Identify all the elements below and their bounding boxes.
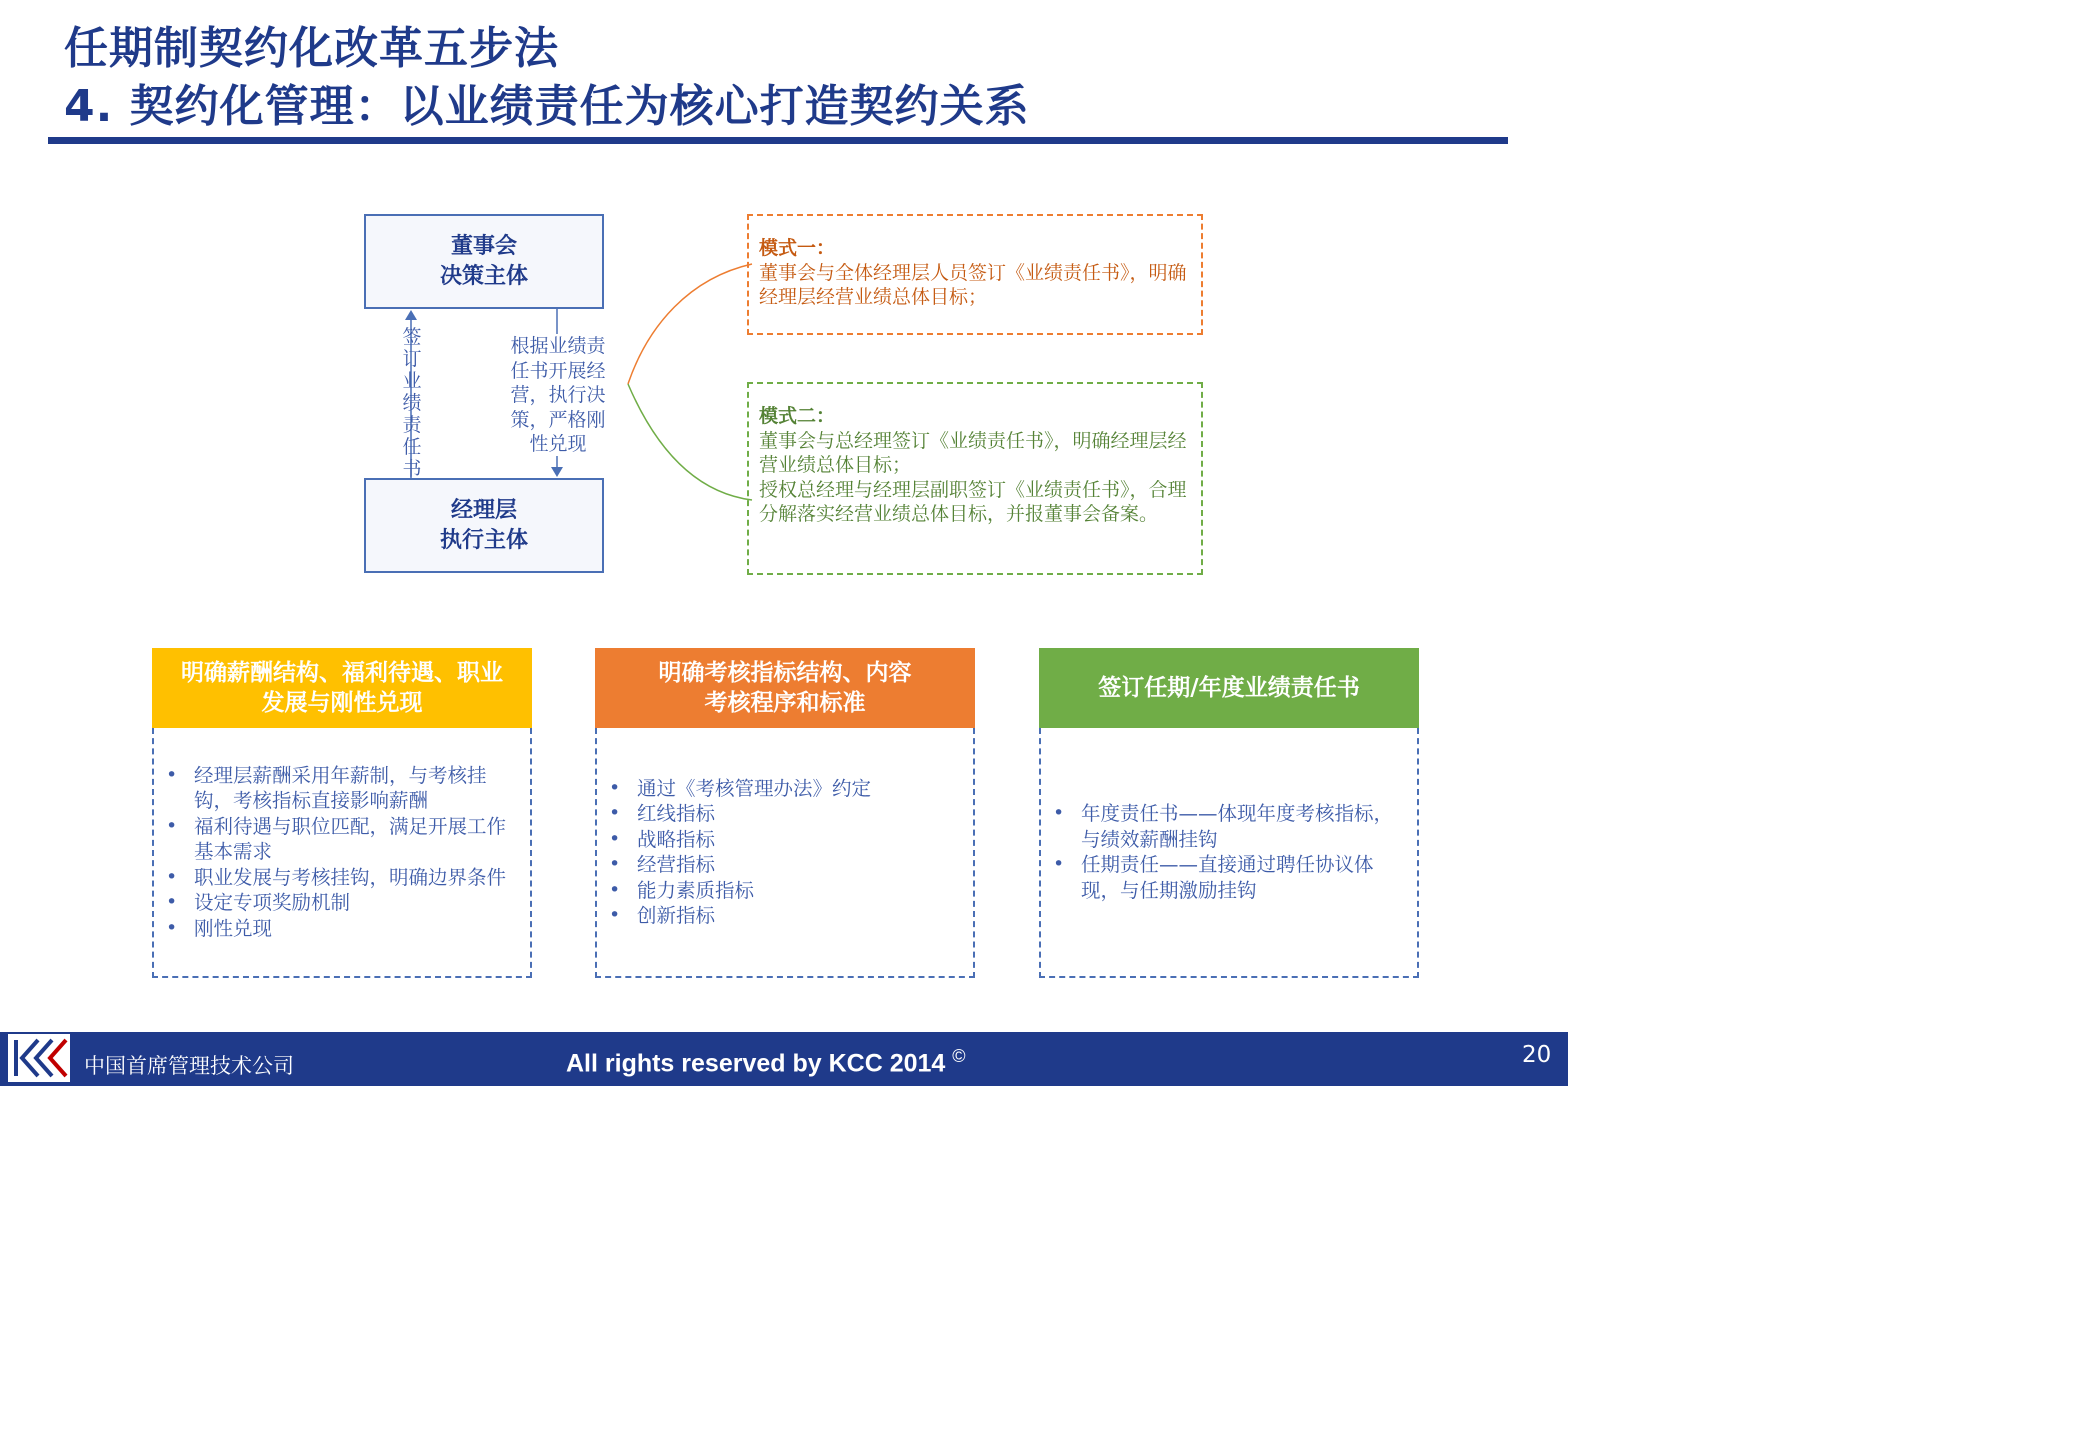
manager-box [364, 478, 604, 573]
footer-rights-text: All rights reserved by KCC 2014 [566, 1049, 946, 1078]
mode1-connector [628, 264, 752, 384]
assessment-panel-header [595, 648, 975, 728]
list-item: • 创新指标 [609, 904, 716, 927]
responsibility-panel [1039, 648, 1419, 978]
copyright-icon: © [952, 1046, 966, 1066]
bullet-icon: • [609, 776, 621, 799]
board-box [364, 214, 604, 309]
bullet-icon: • [166, 763, 178, 786]
bullet-icon: • [609, 904, 621, 926]
up-arrow-head [405, 310, 417, 320]
assessment-header-line-1: 明确考核指标结构、内容 [658, 660, 912, 686]
bullet-icon: • [609, 853, 621, 875]
mode-one-text: 董事会与全体经理层人员签订《业绩责任书》，明确经理层经营业绩总体目标； [759, 261, 1187, 308]
compensation-header-line-1: 明确薪酬结构、福利待遇、职业 [181, 660, 503, 686]
bullet-icon: • [1053, 802, 1065, 824]
down-arrow-head [551, 467, 563, 477]
manager-name: 经理层 [450, 497, 517, 523]
compensation-panel-header [152, 648, 532, 728]
manager-role: 执行主体 [439, 527, 528, 553]
bullet-icon: • [609, 878, 621, 901]
assessment-panel-body [595, 728, 975, 978]
board-name: 董事会 [450, 233, 517, 259]
compensation-header-line-2: 发展与刚性兑现 [261, 690, 423, 716]
list-item: • 能力素质指标 [609, 878, 755, 902]
footer-company-name: 中国首席管理技术公司 [84, 1054, 294, 1078]
bullet-icon: • [166, 865, 178, 888]
list-item: • 战略指标 [609, 827, 716, 851]
bullet-icon: • [166, 891, 178, 914]
list-item: • 设定专项奖励机制 [166, 891, 351, 915]
list-item: • 福利待遇与职位匹配，满足开展工作基本需求 [166, 814, 507, 864]
mode-two-title: 模式二： [759, 405, 836, 427]
mode-one-title: 模式一： [759, 237, 836, 259]
assessment-header-line-2: 考核程序和标准 [704, 690, 866, 716]
bullet-icon: • [609, 827, 621, 850]
mode-one-box [747, 214, 1203, 335]
bullet-icon: • [1053, 853, 1065, 875]
compensation-panel-body [152, 728, 532, 978]
responsibility-header-line-1: 签订任期/年度业绩责任书 [1098, 675, 1360, 701]
mode2-connector [628, 384, 752, 500]
list-item: • 任期责任——直接通过聘任协议体现，与任期激励挂钩 [1053, 853, 1374, 902]
mode-two-text-1: 董事会与总经理签订《业绩责任书》，明确经理层经营业绩总体目标； [759, 429, 1187, 476]
compensation-panel [152, 648, 532, 978]
board-role: 决策主体 [439, 263, 528, 289]
title-line-1: 任期制契约化改革五步法 [64, 23, 559, 74]
kcc-logo-icon [8, 1034, 70, 1082]
list-item: • 年度责任书——体现年度考核指标，与绩效薪酬挂钩 [1053, 802, 1394, 851]
list-item: • 红线指标 [609, 802, 716, 825]
list-item: • 经营指标 [609, 853, 716, 876]
bullet-icon: • [166, 814, 178, 837]
list-item: • 刚性兑现 [166, 916, 273, 940]
footer-rights [566, 1046, 966, 1078]
list-item: • 职业发展与考核挂钩，明确边界条件 [166, 865, 507, 889]
responsibility-panel-body [1039, 728, 1419, 978]
page-number: 20 [1522, 1042, 1552, 1068]
mode-two-box [747, 382, 1203, 575]
assessment-panel [595, 648, 975, 978]
mode-two-text-2: 授权总经理与经理层副职签订《业绩责任书》，合理分解落实经营业绩总体目标，并报董事会备案。 [759, 478, 1187, 525]
title-line-2: 4. 契约化管理：以业绩责任为核心打造契约关系 [64, 81, 1030, 132]
list-item: • 经理层薪酬采用年薪制，与考核挂钩，考核指标直接影响薪酬 [166, 763, 487, 813]
bullet-icon: • [609, 802, 621, 824]
bullet-icon: • [166, 916, 178, 939]
execution-label: 根据业绩责任书开展经营，执行决策，严格刚性兑现 [510, 335, 606, 455]
list-item: • 通过《考核管理办法》约定 [609, 776, 872, 800]
responsibility-panel-header [1039, 648, 1419, 728]
sign-contract-label: 签订业绩责任书 [402, 326, 422, 480]
